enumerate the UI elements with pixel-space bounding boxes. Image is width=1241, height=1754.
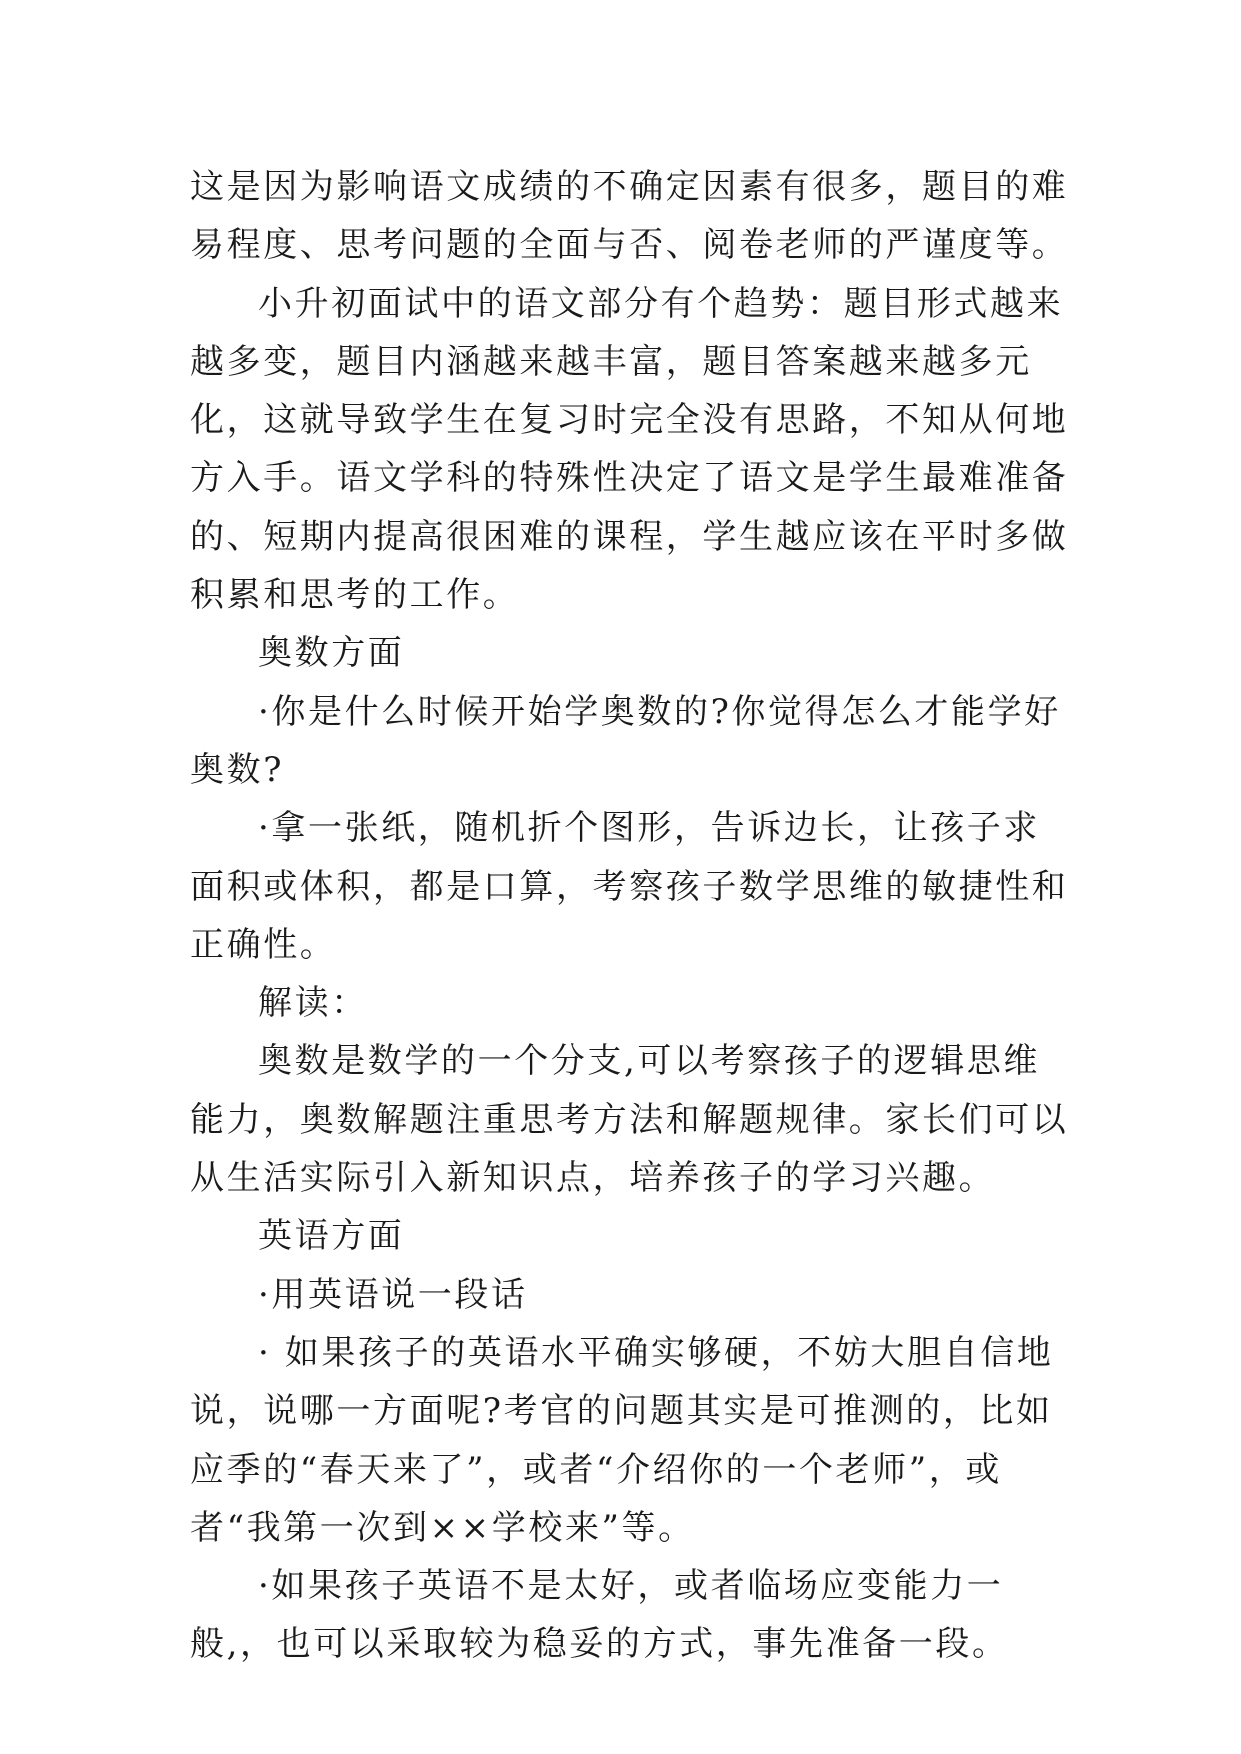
bullet-math-question-2: ·拿一张纸，随机折个图形，告诉边长，让孩子求面积或体积，都是口算，考察孩子数学思维的敏捷性和正确性。: [190, 808, 1069, 965]
bullet-english-advice-1: · 如果孩子的英语水平确实够硬，不妨大胆自信地说，说哪一方面呢?考官的问题其实是可推测的，比如应季的“春天来了”，或者“介绍你的一个老师”，或者“我第一次到××学校来”等。: [190, 1332, 1054, 1548]
heading-interpretation: 解读：: [258, 983, 368, 1024]
bullet-english-advice-2: ·如果孩子英语不是太好，或者临场应变能力一般,，也可以采取较为稳妥的方式，事先准备一段。: [190, 1566, 1009, 1665]
bullet-english-question-1: ·用英语说一段话: [258, 1274, 528, 1315]
paragraph-chinese-trend: 小升初面试中的语文部分有个趋势：题目形式越来越多变，题目内涵越来越丰富，题目答案越来越多元化，这就导致学生在复习时完全没有思路，不知从何地方入手。语文学科的特殊性决定了语文是学生最难准备的、短期内提高很困难的课程，学生越应该在平时多做积累和思考的工作。: [190, 283, 1069, 616]
paragraph-chinese-factors: 这是因为影响语文成绩的不确定因素有很多，题目的难易程度、思考问题的全面与否、阅卷老师的严谨度等。: [190, 167, 1069, 266]
bullet-math-question-1: ·你是什么时候开始学奥数的?你觉得怎么才能学好奥数?: [190, 691, 1061, 790]
heading-english: 英语方面: [258, 1216, 405, 1257]
document-body: [190, 158, 1070, 1674]
heading-math-olympiad: 奥数方面: [258, 633, 405, 674]
paragraph-math-interpretation: 奥数是数学的一个分支,可以考察孩子的逻辑思维能力，奥数解题注重思考方法和解题规律。家长们可以从生活实际引入新知识点，培养孩子的学习兴趣。: [190, 1041, 1069, 1199]
